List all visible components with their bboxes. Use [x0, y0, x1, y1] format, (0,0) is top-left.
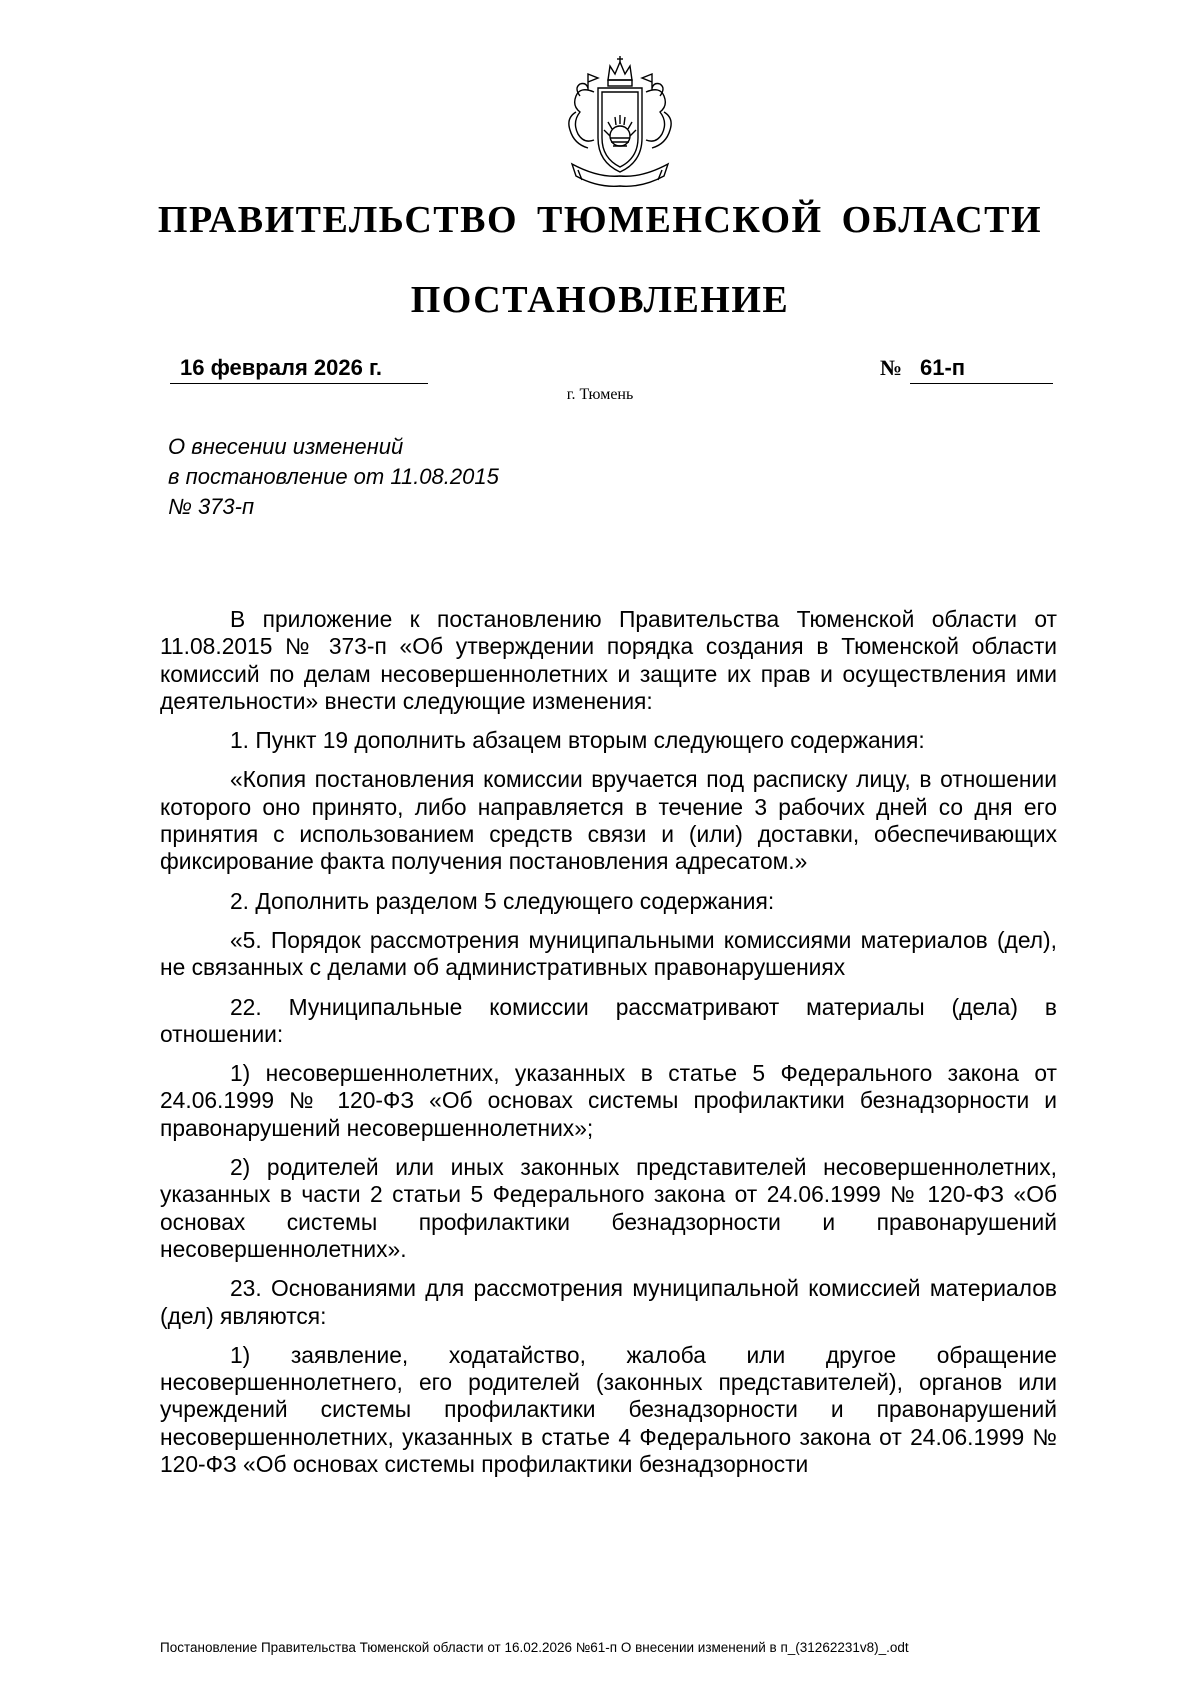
document-number: 61-п — [910, 354, 1053, 384]
body-paragraph: 1. Пункт 19 дополнить абзацем вторым следующего содержания: — [230, 727, 925, 754]
body-paragraph: «Копия постановления комиссии вручается под расписку лицу, в отношении которого оно принято, либо направляется в течение 3 рабочих дней со дня его принятия с использованием средств связи и (или) доставки, обеспечивающих фиксирование факта получения постановления адресатом.» — [160, 766, 1057, 875]
number-label: № — [880, 355, 903, 380]
body-paragraph: 1) несовершеннолетних, указанных в статье 5 Федерального закона от 24.06.1999 № 120-ФЗ «Об основах системы профилактики безнадзорности и правонарушений несовершеннолетних»; — [160, 1060, 1057, 1141]
body-paragraph: «5. Порядок рассмотрения муниципальными комиссиями материалов (дел), не связанных с делами об административных правонарушениях — [160, 926, 1057, 981]
document-type: ПОСТАНОВЛЕНИЕ — [410, 279, 790, 321]
document-subject — [168, 432, 499, 522]
subject-line: О внесении изменений — [168, 434, 404, 459]
document-date: 16 февраля 2026 г. — [170, 354, 428, 384]
body-paragraph: 23. Основаниями для рассмотрения муниципальной комиссией материалов (дел) являются: — [160, 1275, 1057, 1329]
subject-line: в постановление от 11.08.2015 — [168, 464, 499, 489]
subject-line: № 373-п — [168, 494, 255, 519]
issue-city: г. Тюмень — [566, 386, 634, 403]
body-paragraph: В приложение к постановлению Правительства Тюменской области от 11.08.2015 № 373-п «Об утверждении порядка создания в Тюменской области комиссий по делам несовершеннолетних и защите их прав и осуществления ими деятельности» внести следующие изменения: — [160, 606, 1057, 714]
page-footer: Постановление Правительства Тюменской области от 16.02.2026 №61-п О внесении изменений в п_(31262231v8)_.odt — [160, 1640, 909, 1655]
document-body — [160, 606, 1057, 1490]
body-paragraph: 22. Муниципальные комиссии рассматривают материалы (дела) в отношении: — [160, 993, 1057, 1047]
body-paragraph: 2) родителей или иных законных представителей несовершеннолетних, указанных в части 2 статьи 5 Федерального закона от 24.06.1999 № 120-ФЗ «Об основах системы профилактики безнадзорности и правонарушений несовершеннолетних». — [160, 1154, 1057, 1262]
body-paragraph: 1) заявление, ходатайство, жалоба или другое обращение несовершеннолетнего, его родителей (законных представителей), органов или учреждений системы профилактики безнадзорности и правонарушений несовершеннолетних, указанных в статье 4 Федерального закона от 24.06.1999 № 120-ФЗ «Об основах системы профилактики безнадзорности — [160, 1341, 1057, 1478]
government-title: ПРАВИТЕЛЬСТВО ТЮМЕНСКОЙ ОБЛАСТИ — [157, 199, 1043, 241]
tyumen-coat-of-arms-icon — [558, 52, 682, 200]
body-paragraph: 2. Дополнить разделом 5 следующего содержания: — [230, 887, 775, 914]
